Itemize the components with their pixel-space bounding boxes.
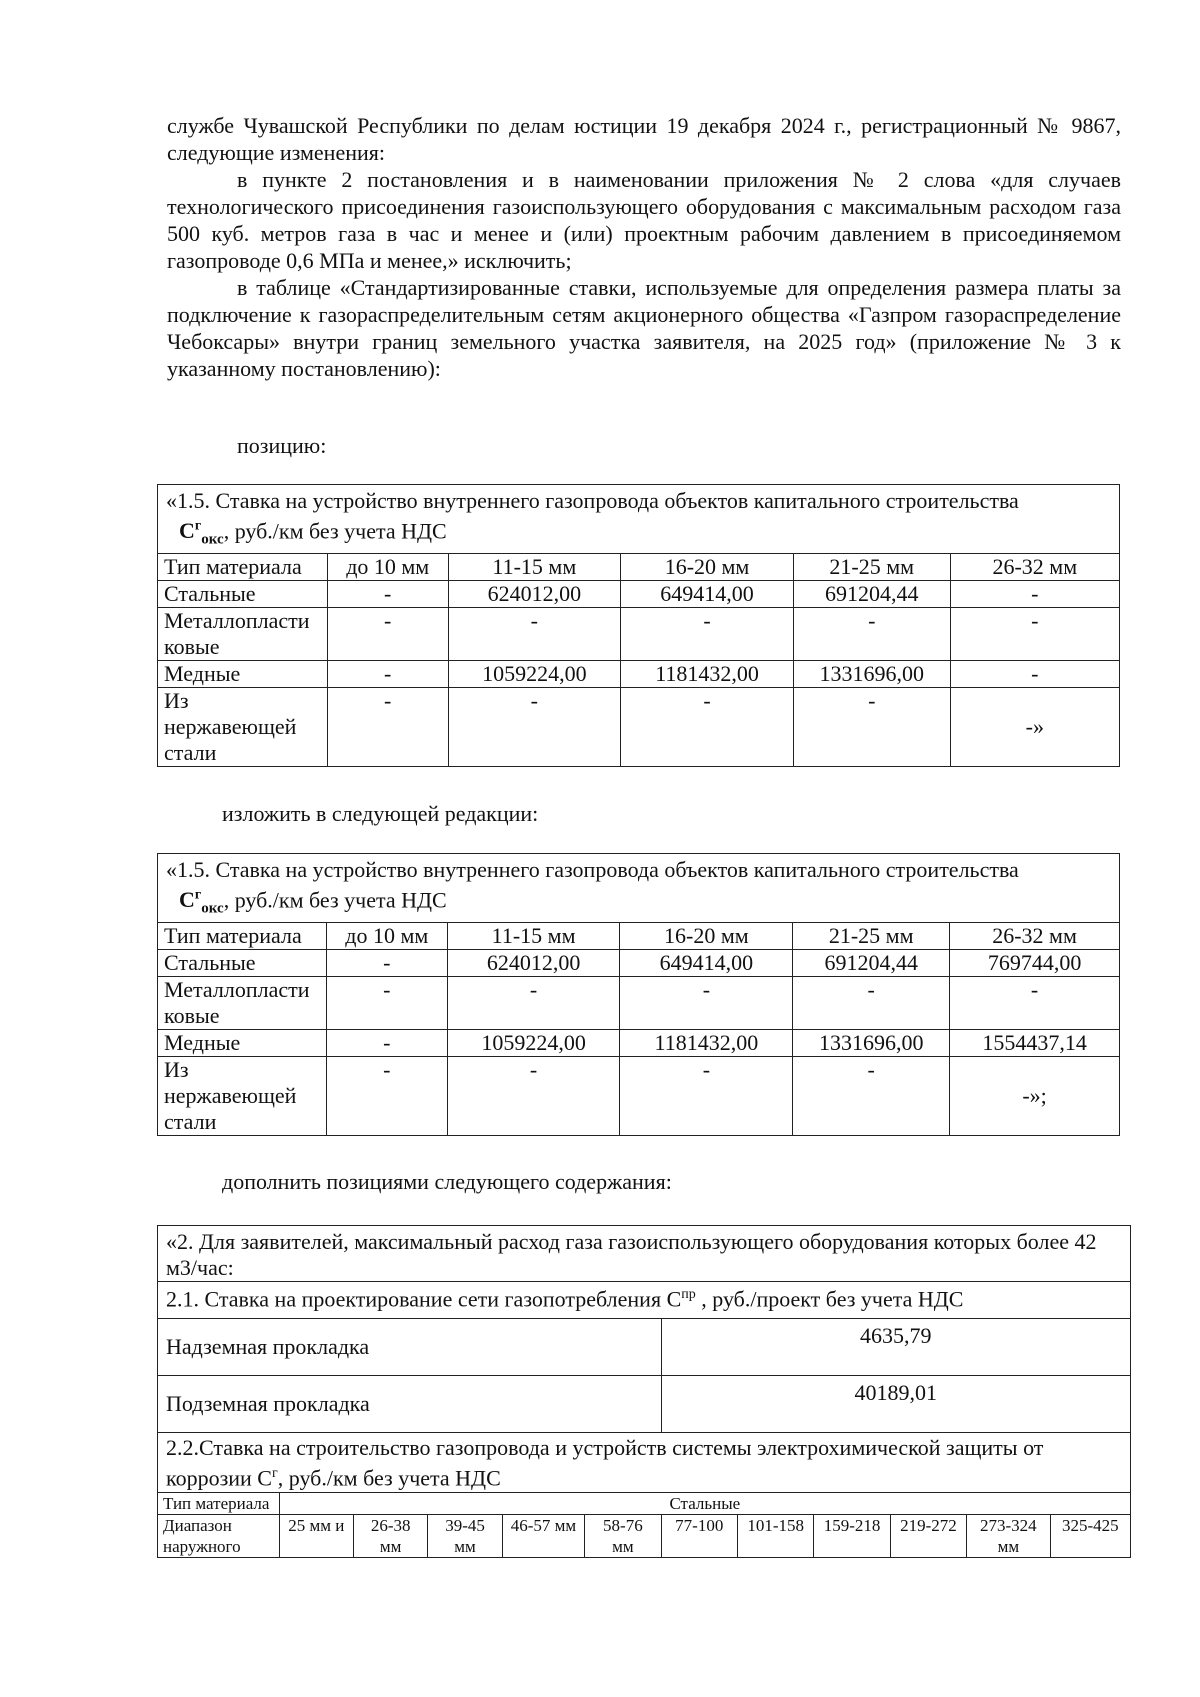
underground-label: Подземная прокладка <box>158 1376 662 1433</box>
cell: Медные <box>158 1029 327 1056</box>
intro-paragraph-3: в таблице «Стандартизированные ставки, используемые для определения размера платы за подключение к газораспределительным сетям акционерного общества «Газпром газораспределение Чебоксары» внутри границ земельного участка заявителя, на 2025 год» (приложение № 3 к указанному постановлению): <box>167 275 1121 381</box>
above-ground-value: 4635,79 <box>661 1319 1130 1376</box>
underground-value: 40189,01 <box>661 1376 1130 1433</box>
table-title: «1.5. Ставка на устройство внутреннего газопровода объектов капитального строительства $С^г_{окс}$, руб./км без учета НДС <box>158 485 1120 554</box>
table-header-row <box>158 553 1120 580</box>
cell: - <box>793 976 950 1029</box>
cell: - <box>447 976 620 1029</box>
cell: 1181432,00 <box>621 660 794 687</box>
cell: 769744,00 <box>950 949 1120 976</box>
cell: Медные <box>158 660 328 687</box>
cell: 1059224,00 <box>447 1029 620 1056</box>
cell: - <box>950 660 1119 687</box>
range-cell: 39-45 мм <box>428 1514 502 1557</box>
table-row <box>158 976 1120 1029</box>
cell: Из нержавеющей стали <box>158 1056 327 1135</box>
cell: - <box>326 976 447 1029</box>
table-add <box>157 1225 1131 1558</box>
material-row <box>158 1492 1131 1514</box>
underground-row <box>158 1376 1131 1433</box>
cell: -» <box>950 687 1119 766</box>
header-cell: 16-20 мм <box>620 922 793 949</box>
range-row <box>158 1514 1131 1557</box>
intro-text <box>167 112 1121 382</box>
cell: - <box>950 607 1119 660</box>
cell: - <box>326 1029 447 1056</box>
table-row <box>158 580 1120 607</box>
label-add: дополнить позициями следующего содержания: <box>222 1169 672 1194</box>
range-cell: 77-100 <box>661 1514 737 1557</box>
section-title-row <box>158 1226 1131 1282</box>
range-cell: 325-425 <box>1050 1514 1130 1557</box>
table-row <box>158 1056 1120 1135</box>
cell: 624012,00 <box>448 580 621 607</box>
cell: 1331696,00 <box>793 660 950 687</box>
cell: - <box>448 607 621 660</box>
design-rate-row <box>158 1282 1131 1319</box>
cell: - <box>621 687 794 766</box>
cell: 649414,00 <box>620 949 793 976</box>
range-cell: 46-57 мм <box>502 1514 584 1557</box>
cell: - <box>327 580 448 607</box>
range-label: Диапазон наружного <box>158 1514 280 1557</box>
header-cell: 11-15 мм <box>447 922 620 949</box>
cell: - <box>950 580 1119 607</box>
above-ground-row <box>158 1319 1131 1376</box>
range-cell: 219-272 <box>890 1514 966 1557</box>
cell: 1059224,00 <box>448 660 621 687</box>
table-row <box>158 607 1120 660</box>
cell: - <box>793 607 950 660</box>
cell: - <box>326 949 447 976</box>
range-cell: 58-76 мм <box>585 1514 661 1557</box>
cell: - <box>327 607 448 660</box>
cell: 649414,00 <box>621 580 794 607</box>
header-cell: 16-20 мм <box>621 553 794 580</box>
cell: - <box>793 1056 950 1135</box>
range-cell: 26-38 мм <box>354 1514 428 1557</box>
range-cell: 159-218 <box>814 1514 890 1557</box>
symbol: $С^г_{окс}$ <box>179 518 224 548</box>
header-cell: 11-15 мм <box>448 553 621 580</box>
cell: - <box>326 1056 447 1135</box>
header-cell: до 10 мм <box>327 553 448 580</box>
cell: 691204,44 <box>793 949 950 976</box>
cell: 1554437,14 <box>950 1029 1120 1056</box>
cell: Стальные <box>158 580 328 607</box>
table-row <box>158 687 1120 766</box>
cell: - <box>447 1056 620 1135</box>
symbol: $С^г_{окс}$ <box>179 887 224 917</box>
intro-paragraph-2: в пункте 2 постановления и в наименовании приложения № 2 слова «для случаев технологического присоединения газоиспользующего оборудования с максимальным расходом газа 500 куб. метров газа в час и менее и (или) проектным рабочим давлением в присоединяемом газопроводе 0,6 МПа и менее,» исключить; <box>167 167 1121 273</box>
cell: - <box>620 976 793 1029</box>
header-cell: Тип материала <box>158 922 327 949</box>
material-value: Стальные <box>279 1492 1130 1514</box>
cell: Из нержавеющей стали <box>158 687 328 766</box>
table-title-row <box>158 485 1120 554</box>
cell: - <box>950 976 1120 1029</box>
cell: -»; <box>950 1056 1120 1135</box>
above-ground-label: Надземная прокладка <box>158 1319 662 1376</box>
table-old <box>157 484 1120 767</box>
table-title-row <box>158 854 1120 923</box>
table-title: «1.5. Ставка на устройство внутреннего газопровода объектов капитального строительства $С^г_{окс}$, руб./км без учета НДС <box>158 854 1120 923</box>
header-cell: до 10 мм <box>326 922 447 949</box>
cell: Металлопласти ковые <box>158 607 328 660</box>
range-cell: 25 мм и <box>279 1514 353 1557</box>
design-rate-title: 2.1. Ставка на проектирование сети газопотребления $С^{пр}$ , руб./проект без учета НДС <box>158 1282 1131 1319</box>
cell: - <box>620 1056 793 1135</box>
cell: 1181432,00 <box>620 1029 793 1056</box>
cell: - <box>327 687 448 766</box>
cell: 691204,44 <box>793 580 950 607</box>
range-cell: 273-324 мм <box>967 1514 1050 1557</box>
cell: - <box>327 660 448 687</box>
table-row <box>158 949 1120 976</box>
table-row <box>158 1029 1120 1056</box>
cell: 624012,00 <box>447 949 620 976</box>
header-cell: 26-32 мм <box>950 553 1119 580</box>
header-cell: 21-25 мм <box>793 553 950 580</box>
header-cell: Тип материала <box>158 553 328 580</box>
table-header-row <box>158 922 1120 949</box>
cell: - <box>448 687 621 766</box>
material-label: Тип материала <box>158 1492 280 1514</box>
cell: - <box>793 687 950 766</box>
header-cell: 21-25 мм <box>793 922 950 949</box>
section-2-title: «2. Для заявителей, максимальный расход газа газоиспользующего оборудования которых более 42 м3/час: <box>158 1226 1131 1282</box>
table-new <box>157 853 1120 1136</box>
header-cell: 26-32 мм <box>950 922 1120 949</box>
range-cell: 101-158 <box>737 1514 813 1557</box>
construction-rate-row <box>158 1433 1131 1492</box>
construction-rate-title: 2.2.Ставка на строительство газопровода и устройств системы электрохимической защиты от коррозии $С^г$, руб./км без учета НДС <box>158 1433 1131 1492</box>
cell: - <box>621 607 794 660</box>
cell: Стальные <box>158 949 327 976</box>
cell: Металлопласти ковые <box>158 976 327 1029</box>
table-row <box>158 660 1120 687</box>
cell: 1331696,00 <box>793 1029 950 1056</box>
intro-line: службе Чувашской Республики по делам юстиции 19 декабря 2024 г., регистрационный № 9867, следующие изменения: <box>167 113 1121 165</box>
label-position: позицию: <box>237 433 327 458</box>
label-new-edition: изложить в следующей редакции: <box>222 801 539 826</box>
